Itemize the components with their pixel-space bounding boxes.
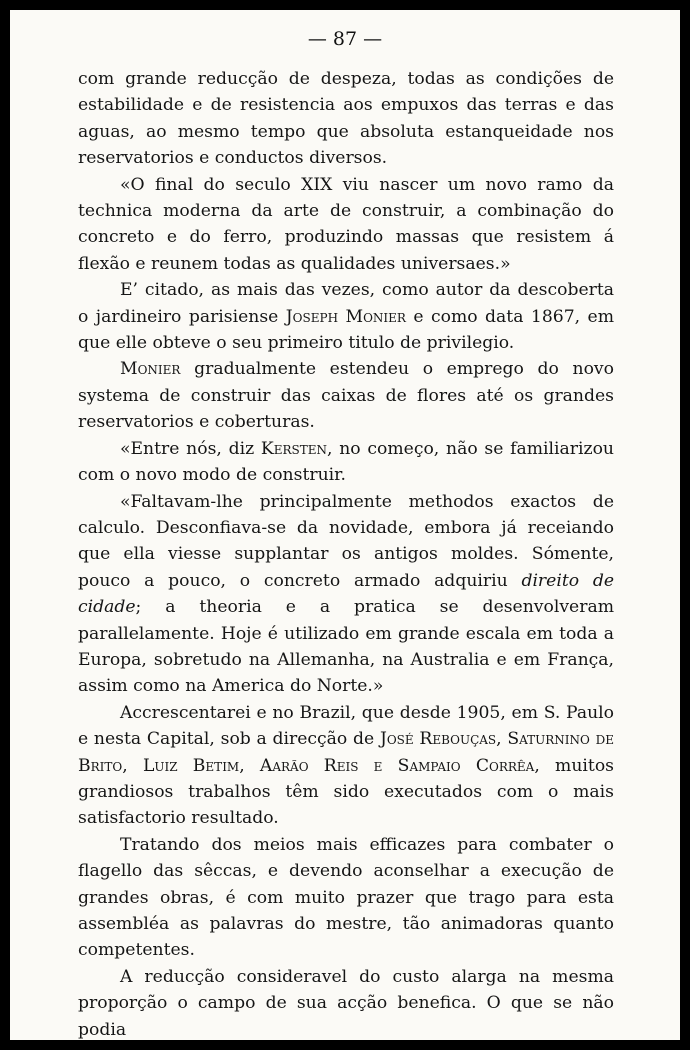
name-kersten: Kersten [260,438,328,459]
name-monier: Monier [120,359,181,380]
book-page [10,10,680,1040]
paragraph-3-text-a: E’ citado, as mais das vezes, como autor da descoberta o jardineiro parisiense [78,280,614,327]
paragraph-8: Tratando dos meios mais efficazes para combater o flagello das sêccas, e devendo aconselhar a execução de grandes obras, é com muito prazer que trago para esta assembléa as palavras do mestre, tão animadoras quanto competentes. [78,834,614,961]
body-text [78,66,614,1040]
paragraph-6-text-b: ; a theoria e a pratica se desenvolveram parallelamente. Hoje é utilizado em grande escala em toda a Europa, sobretudo na Allemanha, na Australia e em França, assim como na America do Norte.» [78,597,614,697]
paragraph-5-text-b: , no começo, não se familiarizou com o novo modo de construir. [78,438,614,486]
paragraph-7-text-b: , muitos grandiosos trabalhos têm sido executados com o mais satisfactorio resultado. [78,755,614,829]
paragraph-4-text: gradualmente estendeu o emprego do novo systema de construir das caixas de flores até os grandes reservatorios e coberturas. [78,359,614,433]
name-joseph-monier: Joseph Monier [285,306,406,327]
engineer-names: José Rebouças, Saturnino de Brito, Luiz Betim, Aarão Reis e Sampaio Corrêa [78,729,614,776]
paragraph-4 [78,356,614,435]
paragraph-6-text-a: «Faltavam-lhe principalmente methodos exactos de calculo. Desconfiava-se da novidade, embora já receiando que ella viesse supplantar os antigos moldes. Sómente, pouco a pouco, o concreto armado adquiriu [78,491,614,591]
paragraph-2: «O final do seculo XIX viu nascer um novo ramo da technica moderna da arte de construir, a combinação do concreto e do ferro, produzindo massas que resistem á flexão e reunem todas as qualidades universaes.» [78,174,614,274]
paragraph-1: com grande reducção de despeza, todas as condições de estabilidade e de resistencia aos empuxos das terras e das aguas, ao mesmo tempo que absoluta estanqueidade nos reservatorios e conductos diversos. [78,69,614,169]
paragraph-7-text-a: Accrescentarei e no Brazil, que desde 1905, em S. Paulo e nesta Capital, sob a direcção de [78,702,614,750]
page-number: — 87 — [307,28,383,50]
italic-direito-de-cidade: direito de cidade [78,570,615,618]
paragraph-3 [78,277,614,356]
paragraph-6 [78,489,614,700]
paragraph-9: A reducção consideravel do custo alarga na mesma proporção o campo de sua acção benefica. O que se não podia [78,966,614,1040]
paragraph-5-text-a: «Entre nós, diz [120,438,261,459]
paragraph-5 [78,436,614,489]
paragraph-3-text-b: e como data 1867, em que elle obteve o seu primeiro titulo de privilegio. [78,306,615,354]
paragraph-7 [78,700,614,832]
